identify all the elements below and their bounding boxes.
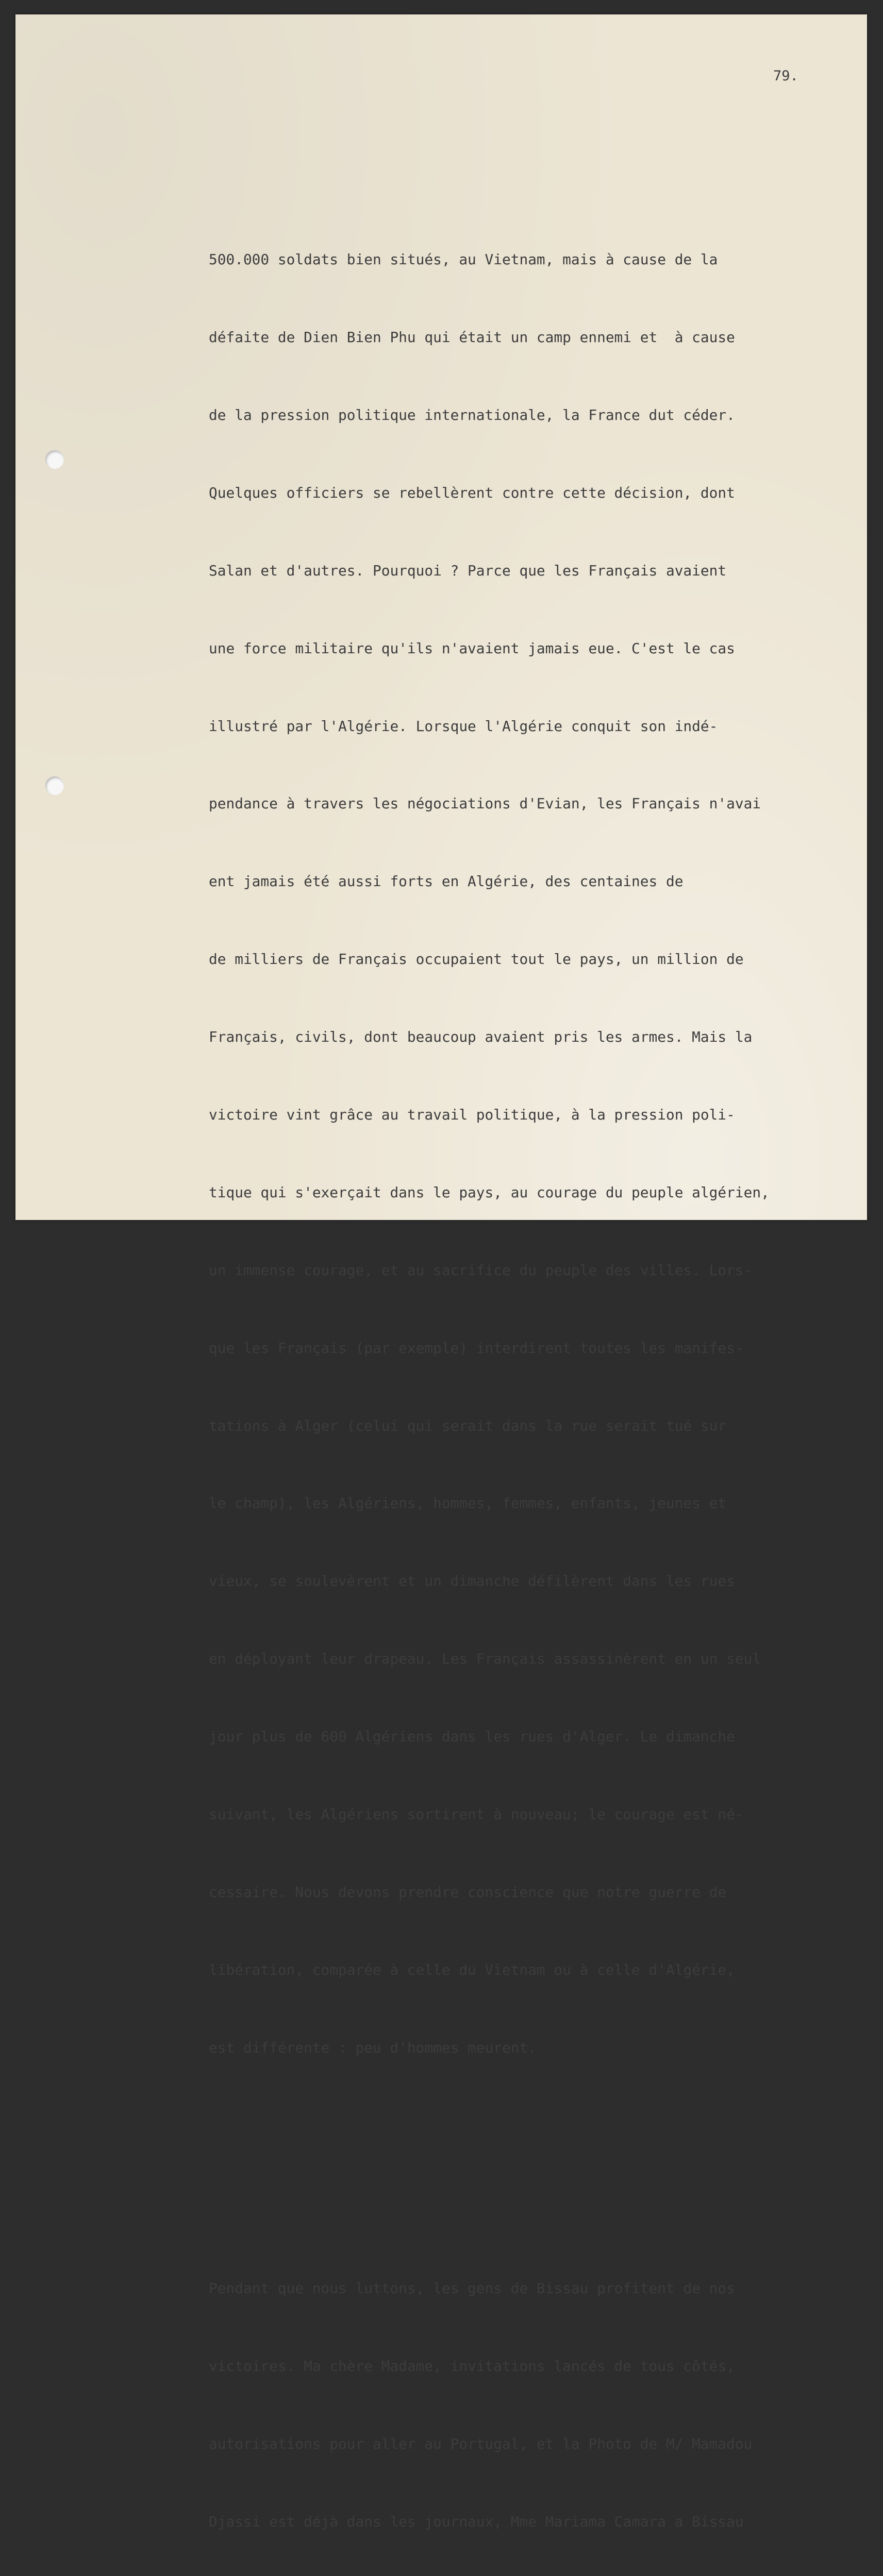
text-line: libération, comparée à celle du Vietnam ou à celle d'Algérie, bbox=[209, 1961, 735, 1978]
text-line: défaite de Dien Bien Phu qui était un camp ennemi et à cause bbox=[209, 329, 735, 346]
text-line: pendance à travers les négociations d'Evian, les Français n'avai bbox=[209, 795, 761, 812]
text-line: victoire vint grâce au travail politique, à la pression poli- bbox=[209, 1106, 735, 1123]
text-line: vieux, se soulevèrent et un dimanche défilèrent dans les rues bbox=[209, 1572, 735, 1590]
text-line: jour plus de 600 Algériens dans les rues d'Alger. Le dimanche bbox=[209, 1728, 735, 1745]
text-line: le champ), les Algériens, hommes, femmes, enfants, jeunes et bbox=[209, 1495, 727, 1512]
text-line: est différente : peu d'hommes meurent. bbox=[209, 2039, 537, 2056]
text-line: de milliers de Français occupaient tout le pays, un million de bbox=[209, 951, 744, 968]
text-line: Pendant que nous luttons, les gens de Bissau profitent de nos bbox=[209, 2280, 735, 2297]
text-line: illustré par l'Algérie. Lorsque l'Algérie conquit son indé- bbox=[209, 717, 718, 735]
text-line: Salan et d'autres. Pourquoi ? Parce que les Français avaient bbox=[209, 562, 727, 579]
text-line: Français, civils, dont beaucoup avaient pris les armes. Mais la bbox=[209, 1028, 753, 1046]
page-number: 79. bbox=[773, 68, 798, 84]
text-line: victoires. Ma chère Madame, invitations lancés de tous côtés, bbox=[209, 2358, 735, 2375]
text-line: ent jamais été aussi forts en Algérie, des centaines de bbox=[209, 873, 684, 890]
punch-hole bbox=[45, 776, 64, 795]
text-line: tations à Alger (celui qui serait dans la rue serait tué sur bbox=[209, 1417, 727, 1434]
text-line: que les Français (par exemple) interdirent toutes les manifes- bbox=[209, 1339, 744, 1357]
text-line: 500.000 soldats bien situés, au Vietnam, mais à cause de la bbox=[209, 251, 718, 268]
document-page bbox=[15, 14, 867, 2531]
punch-hole bbox=[45, 450, 64, 469]
text-line: Djassi est déjà dans les journaux, Mme Mariama Camara a Bissau bbox=[209, 2513, 744, 2531]
text-line: Quelques officiers se rebellèrent contre cette décision, dont bbox=[209, 484, 735, 501]
paragraph-2 bbox=[209, 2224, 861, 2576]
text-line: suivant, les Algériens sortirent à nouveau; le courage est né- bbox=[209, 1806, 744, 1823]
paragraph-1 bbox=[209, 195, 861, 2113]
text-line: une force militaire qu'ils n'avaient jamais eue. C'est le cas bbox=[209, 639, 735, 657]
paragraph-spacer bbox=[209, 2164, 861, 2172]
text-line: cessaire. Nous devons prendre conscience que notre guerre de bbox=[209, 1883, 727, 1901]
body-text bbox=[209, 143, 861, 2576]
text-line: tique qui s'exerçait dans le pays, au courage du peuple algérien, bbox=[209, 1183, 770, 1201]
text-line: un immense courage, et au sacrifice du peuple des villes. Lors- bbox=[209, 1261, 753, 1279]
text-line: en déployant leur drapeau. Les Français assassinèrent en un seul bbox=[209, 1650, 761, 1668]
text-line: autorisations pour aller au Portugal, et la Photo de M/ Mamadou bbox=[209, 2435, 753, 2453]
text-line: de la pression politique internationale, la France dut céder. bbox=[209, 406, 735, 423]
